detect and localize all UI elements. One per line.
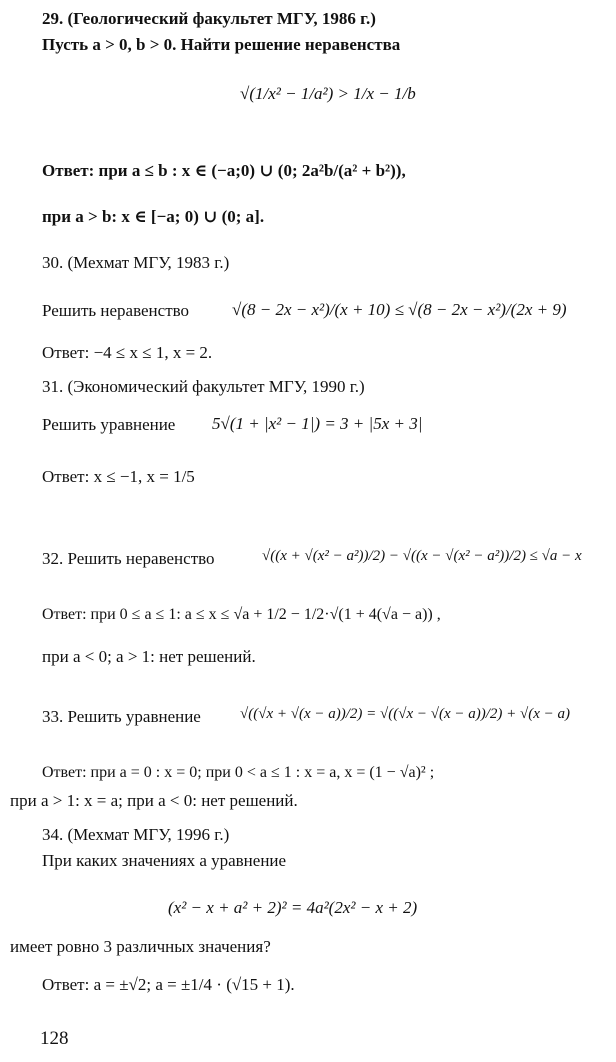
- problem-32-answer-1: Ответ: при 0 ≤ a ≤ 1: a ≤ x ≤ √a + 1/2 − 1/2·√(1 + 4(√a − a)) ,: [42, 606, 441, 623]
- problem-33-answer-2: при a > 1: x = a; при a < 0: нет решений.: [10, 791, 298, 810]
- problem-34-statement-2: имеет ровно 3 различных значения?: [10, 937, 271, 956]
- page-number: 128: [40, 1028, 69, 1049]
- problem-29-statement: Пусть a > 0, b > 0. Найти решение неравенства: [42, 35, 401, 54]
- problem-29-answer-1: Ответ: при a ≤ b : x ∈ (−a;0) ∪ (0; 2a²b/(a² + b²)),: [42, 161, 406, 180]
- problem-31-statement: Решить уравнение: [42, 415, 176, 434]
- problem-33-formula: √((√x + √(x − a))/2) = √((√x − √(x − a))/2) + √(x − a): [240, 706, 571, 722]
- problem-32-statement: 32. Решить неравенство: [42, 549, 215, 568]
- problem-30-header: 30. (Мехмат МГУ, 1983 г.): [42, 253, 230, 272]
- problem-34-answer: Ответ: a = ±√2; a = ±1/4 · (√15 + 1).: [42, 975, 295, 994]
- problem-34-header: 34. (Мехмат МГУ, 1996 г.): [42, 825, 230, 844]
- problem-30-formula: √(8 − 2x − x²)/(x + 10) ≤ √(8 − 2x − x²)/(2x + 9): [232, 300, 567, 319]
- problem-30-statement: Решить неравенство: [42, 301, 190, 320]
- problem-29-header: 29. (Геологический факультет МГУ, 1986 г.): [42, 9, 376, 28]
- problem-31-answer: Ответ: x ≤ −1, x = 1/5: [42, 467, 195, 486]
- problem-33-statement: 33. Решить уравнение: [42, 707, 201, 726]
- problem-33-answer-1: Ответ: при a = 0 : x = 0; при 0 < a ≤ 1 : x = a, x = (1 − √a)² ;: [42, 764, 435, 781]
- problem-34-formula: (x² − x + a² + 2)² = 4a²(2x² − x + 2): [168, 898, 418, 917]
- problem-29-answer-2: при a > b: x ∈ [−a; 0) ∪ (0; a].: [42, 207, 265, 226]
- problem-34-statement: При каких значениях a уравнение: [42, 851, 287, 870]
- problem-32-formula: √((x + √(x² − a²))/2) − √((x − √(x² − a²))/2) ≤ √a − x: [262, 548, 582, 564]
- problem-31-formula: 5√(1 + |x² − 1|) = 3 + |5x + 3|: [212, 414, 423, 433]
- problem-32-answer-2: при a < 0; a > 1: нет решений.: [42, 647, 256, 666]
- problem-29-formula: √(1/x² − 1/a²) > 1/x − 1/b: [240, 84, 416, 103]
- problem-30-answer: Ответ: −4 ≤ x ≤ 1, x = 2.: [42, 343, 213, 362]
- problem-31-header: 31. (Экономический факультет МГУ, 1990 г.): [42, 377, 365, 396]
